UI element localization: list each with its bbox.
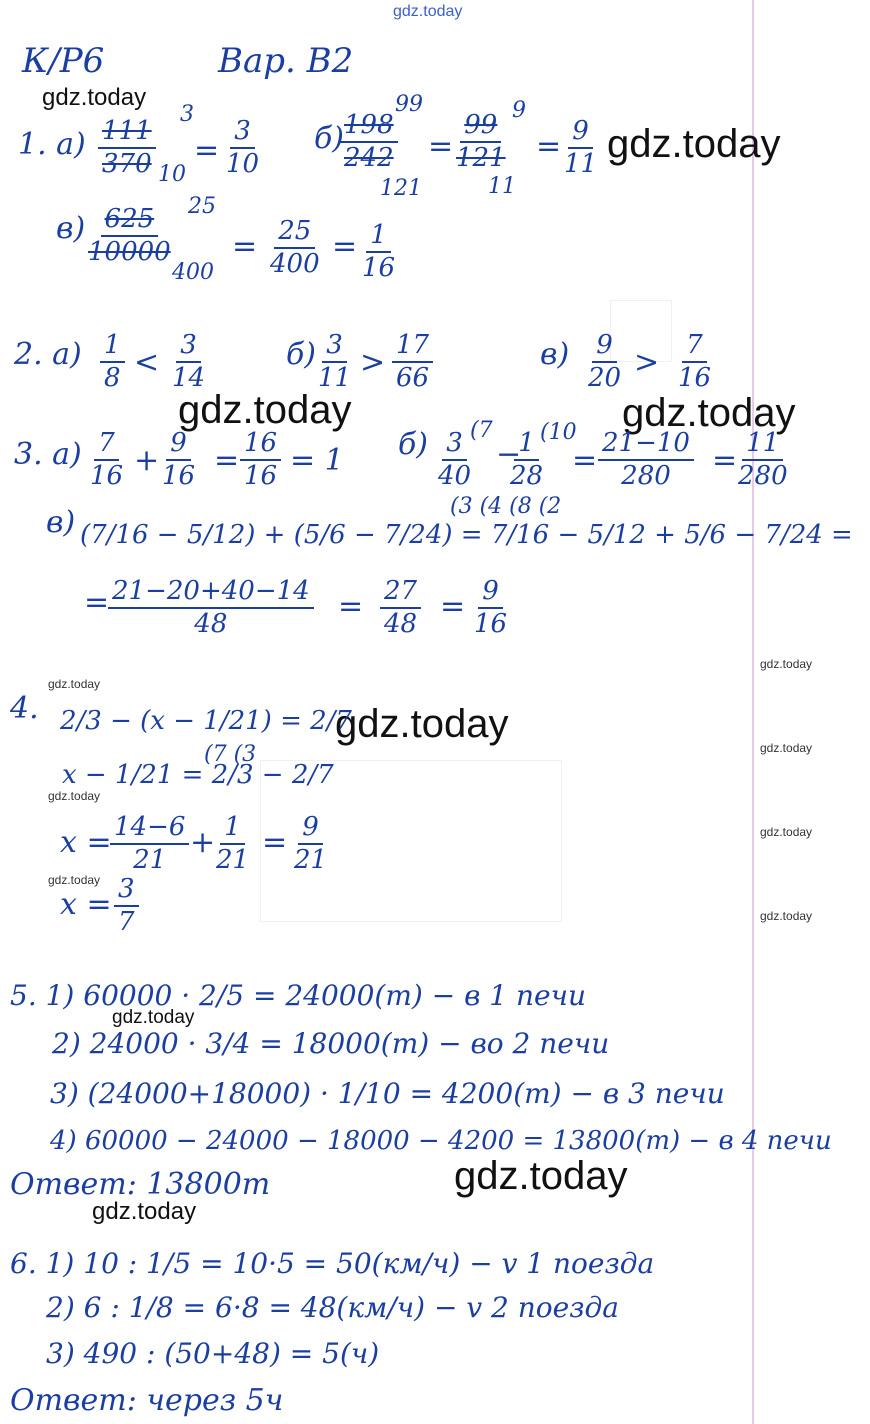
task1-b-res-den: 11 [564,149,598,180]
task2-v-r-den: 16 [678,363,712,394]
task5-step2: 2) 24000 · 3/4 = 18000(т) − во 2 печи [52,1027,610,1060]
task1-v-num: 625 [101,206,159,237]
task3-b-mid-num: 21−10 [598,430,694,461]
task1-v-res-num: 1 [366,222,391,253]
task2-v-r-num: 7 [682,332,707,363]
task1-b-mid-sup: 9 [512,98,526,123]
task4-line3-eq: = [262,825,288,860]
watermark-task2-left: gdz.today [178,388,352,432]
task4-line3-num: 14−6 [110,814,189,845]
task3-a-res-num: 16 [240,430,281,461]
task4-line4-num: 3 [114,876,139,907]
task3-b-mid [598,430,694,491]
task2-b-l-num: 3 [322,332,347,363]
task2-b-right [392,332,433,393]
task4-line4-x: x = [60,887,112,922]
watermark-task2-right: gdz.today [622,391,796,435]
task1-v-mid-den: 400 [270,249,320,280]
task3-b2-num: 1 [514,430,539,461]
task3-a-frac1 [86,430,127,491]
task4-line3-res-num: 9 [298,814,323,845]
task1-v-label: в) [56,211,86,246]
task4-line3-frac2 [212,814,253,875]
task3-v-line1: (7/16 − 5/12) + (5/6 − 7/24) = 7/16 − 5/12 + 5/6 − 7/24 = [80,520,853,550]
task3-b1-num: 3 [442,430,467,461]
task6-step2: 2) 6 : 1/8 = 6·8 = 48(км/ч) − v 2 поезда [46,1291,619,1324]
task6-step1: 6. 1) 10 : 1/5 = 10·5 = 50(км/ч) − v 1 поезда [10,1247,655,1280]
task1-b-eq2: = [536,129,562,164]
task3-b-result [734,430,792,491]
task1-a-den: 370 [102,149,152,180]
task3-b-eq2: = [712,443,738,478]
task3-b-frac1 [434,430,475,491]
task3-v2-res-den: 16 [474,609,508,640]
task2-b-left [314,332,355,393]
task3-b-res-num: 11 [742,430,783,461]
task4-line3-den: 21 [133,845,167,876]
task1-b-den: 242 [344,143,394,174]
task3-a-eq: = [214,443,240,478]
task1-a-res-num: 3 [230,118,255,149]
task3-b-res-den: 280 [738,461,788,492]
task1-v-mid [266,218,324,279]
watermark-side-3: gdz.today [760,825,813,839]
task2-a-right [168,332,209,393]
task3-v2-mid-num: 27 [380,578,421,609]
header-left: К/Р6 [22,41,105,81]
task1-a-label: 1. а) [18,127,86,162]
task2-a-l-den: 8 [104,363,121,394]
task1-a-num: 111 [98,118,156,149]
task2-b-r-num: 17 [392,332,433,363]
task4-label: 4. [10,691,39,726]
task1-b-fraction [340,112,398,173]
watermark-task4-small3: gdz.today [48,873,101,887]
task4-line2-mult: (7 (3 [204,742,257,767]
watermark-side-2: gdz.today [760,741,813,755]
task1-a-sub: 10 [158,162,186,187]
task1-b-sup: 99 [395,92,423,117]
watermark-side-4: gdz.today [760,909,813,923]
task3-a2-den: 16 [162,461,196,492]
task3-a-result [240,430,281,491]
watermark-task5-big: gdz.today [454,1154,628,1198]
watermark-task4-small: gdz.today [48,677,101,691]
task2-a-r-num: 3 [176,332,201,363]
task3-v2-eq3: = [440,589,466,624]
header-right: Вар. В2 [218,41,354,81]
task3-v-mult: (3 (4 (8 (2 [450,494,562,519]
task2-a-l-num: 1 [100,332,125,363]
task1-b-eq1: = [428,129,454,164]
task3-a1-den: 16 [90,461,124,492]
task1-b-result [560,118,601,179]
task2-a-sign: < [134,345,160,380]
task6-step3: 3) 490 : (50+48) = 5(ч) [46,1337,380,1370]
task3-a-label: 3. а) [14,437,82,472]
task4-line4-frac [114,876,139,937]
task2-v-l-den: 20 [588,363,622,394]
task1-a-fraction [98,118,156,179]
task3-v2-res-num: 9 [478,578,503,609]
task3-a-final: = 1 [290,443,344,478]
task2-b-l-den: 11 [318,363,352,394]
task1-v-result [358,222,399,283]
task2-b-r-den: 66 [396,363,430,394]
task3-a-frac2 [158,430,199,491]
task2-v-right [674,332,715,393]
task5-step4: 4) 60000 − 24000 − 18000 − 4200 = 13800(т) − в 4 печи [50,1126,832,1156]
task3-b-minus: − [496,437,522,472]
watermark-task4-small2: gdz.today [48,789,101,803]
task2-a-label: 2. а) [14,337,82,372]
task1-v-fraction [84,206,175,267]
task6-answer: Ответ: через 5ч [10,1383,284,1418]
task1-b-mid-num: 99 [460,112,501,143]
task1-v-sup: 25 [188,194,216,219]
task4-line1: 2/3 − (x − 1/21) = 2/7 [60,706,352,736]
task1-a-sup: 3 [180,102,194,127]
watermark-task1-right: gdz.today [607,122,781,166]
task4-line3-res-den: 21 [294,845,328,876]
task2-v-left [584,332,625,393]
watermark-task5-left: gdz.today [92,1198,197,1225]
task1-v-eq2: = [332,229,358,264]
task2-b-sign: > [360,345,386,380]
task3-v2-den: 48 [194,609,228,640]
task5-step3: 3) (24000+18000) · 1/10 = 4200(т) − в 3 печи [50,1077,725,1110]
task3-a-plus: + [134,443,160,478]
task1-b-mid [452,112,510,173]
task3-a-res-den: 16 [244,461,278,492]
task3-a2-num: 9 [166,430,191,461]
watermark-task4-big: gdz.today [335,702,509,746]
task4-line3-result [290,814,331,875]
task2-v-l-num: 9 [592,332,617,363]
task3-b2-den: 28 [510,461,544,492]
watermark-top: gdz.today [393,3,463,20]
task3-a1-num: 7 [94,430,119,461]
notebook-margin-line [752,0,754,1424]
task1-b-res-num: 9 [568,118,593,149]
task1-b-label: б) [314,121,345,156]
task3-b1-den: 40 [438,461,472,492]
task1-b-mid-sub: 11 [488,174,516,199]
task3-b-label: б) [398,427,429,462]
task3-v2-result [470,578,511,639]
task1-b-mid-den: 121 [456,143,506,174]
task2-a-r-den: 14 [172,363,206,394]
task5-answer: Ответ: 13800т [10,1167,271,1202]
task1-b-sub: 121 [380,176,422,201]
task1-v-eq1: = [232,229,258,264]
task1-v-res-den: 16 [362,253,396,284]
task3-b1-mult: (7 [470,418,493,443]
watermark-header-left: gdz.today [42,84,147,111]
task1-v-mid-num: 25 [274,218,315,249]
task4-line2: x − 1/21 = 2/3 − 2/7 [62,760,334,790]
task3-b-eq1: = [572,443,598,478]
task4-line3-frac [110,814,189,875]
task3-v2-mid-den: 48 [384,609,418,640]
task1-v-sub: 400 [172,260,214,285]
watermark-task5-small: gdz.today [112,1007,195,1028]
task4-line3-x: x = [60,825,112,860]
task5-step1: 5. 1) 60000 · 2/5 = 24000(т) − в 1 печи [10,979,587,1012]
task2-b-label: б) [286,337,317,372]
task2-v-label: в) [540,337,570,372]
task1-a-res-den: 10 [226,149,260,180]
task3-v2-mid [380,578,421,639]
watermark-side-1: gdz.today [760,657,813,671]
task2-v-sign: > [634,345,660,380]
task4-line3-n2: 1 [220,814,245,845]
task1-b-num: 198 [340,112,398,143]
task4-line3-d2: 21 [216,845,250,876]
task1-v-den: 10000 [88,237,171,268]
task2-a-left [100,332,125,393]
task1-a-eq: = [194,133,220,168]
task3-b2-mult: (10 [540,420,577,445]
task3-v-label: в) [46,505,76,540]
task4-line3-plus: + [190,825,216,860]
task3-v2-num: 21−20+40−14 [108,578,314,609]
task3-b-mid-den: 280 [621,461,671,492]
task4-line4-den: 7 [118,907,135,938]
task3-v2-eq: = [84,585,110,620]
task3-v2-frac [108,578,314,639]
task3-v2-eq2: = [338,589,364,624]
task1-a-result [222,118,263,179]
